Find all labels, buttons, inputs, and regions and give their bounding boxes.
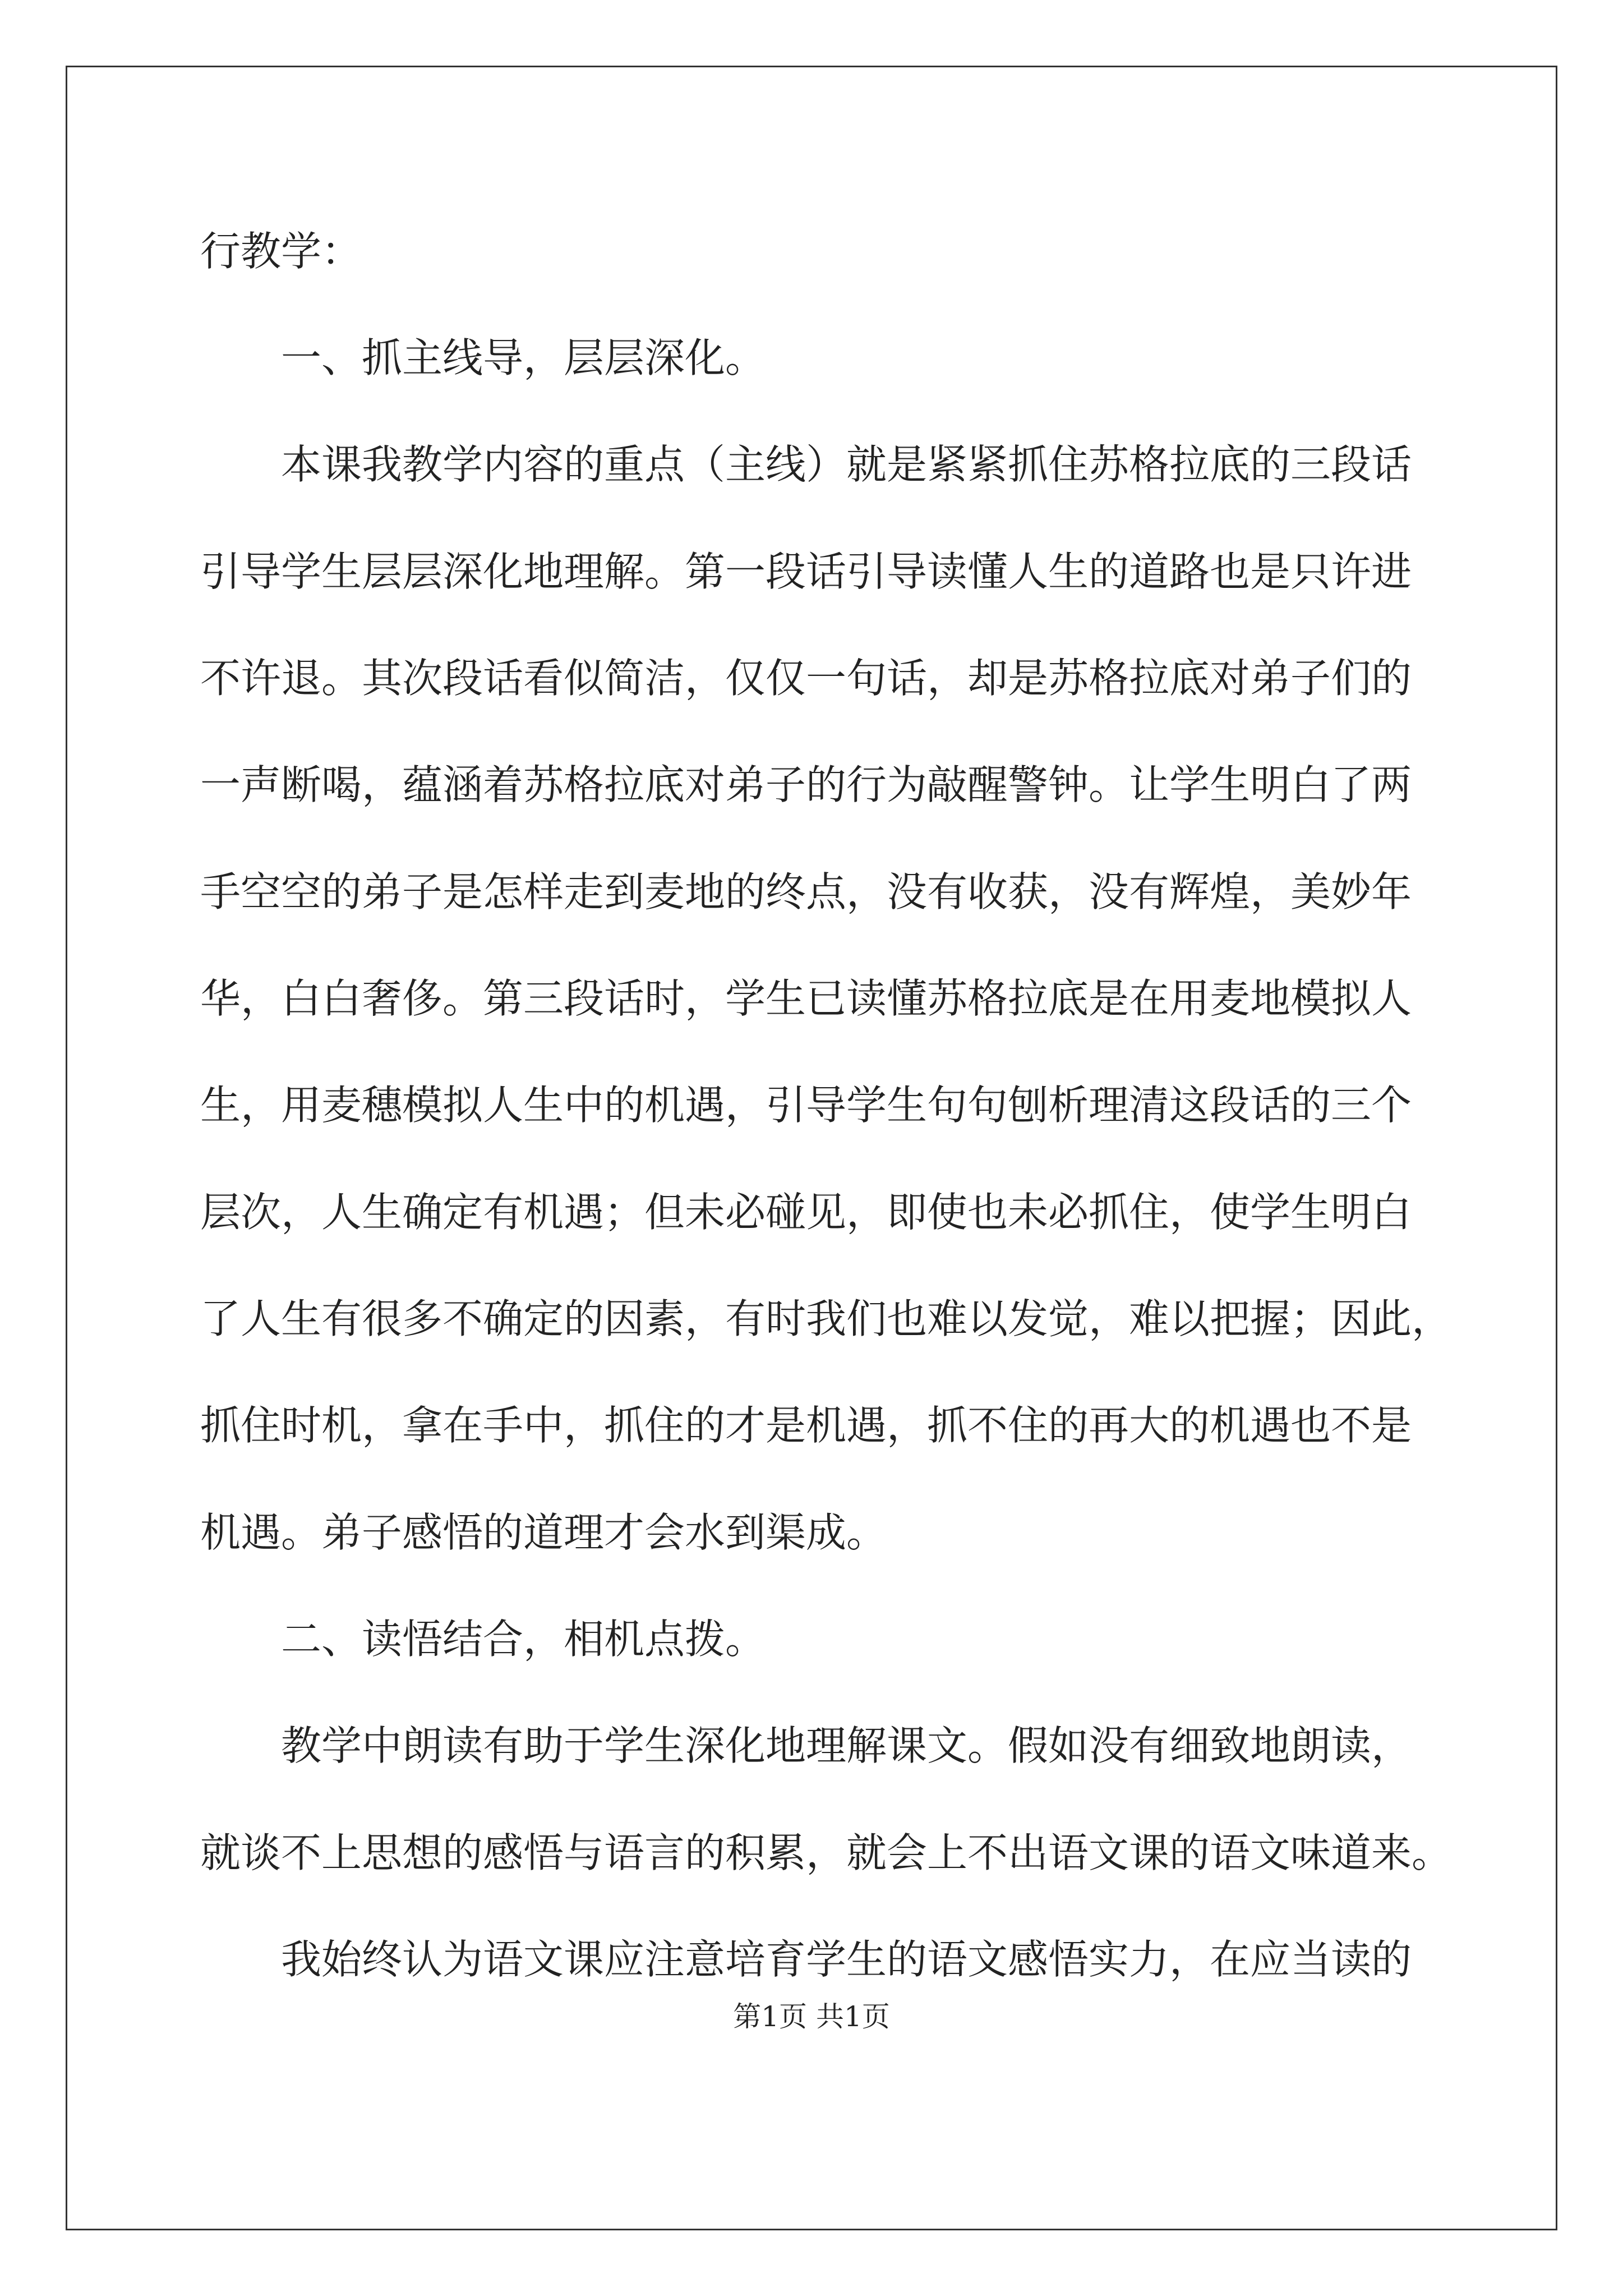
text-line: 不许退。其次段话看似简洁，仅仅一句话，却是苏格拉底对弟子们的	[200, 655, 1412, 702]
page-number-footer: 第1页 共1页	[733, 2000, 890, 2033]
text-line: 了人生有很多不确定的因素，有时我们也难以发觉，难以把握；因此，	[200, 1295, 1453, 1342]
text-line: 我始终认为语文课应注意培育学生的语文感悟实力，在应当读的	[281, 1936, 1412, 1983]
text-line: 抓住时机，拿在手中，抓住的才是机遇，抓不住的再大的机遇也不是	[200, 1402, 1412, 1449]
text-line: 引导学生层层深化地理解。第一段话引导读懂人生的道路也是只许进	[200, 548, 1412, 595]
text-line: 二、读悟结合，相机点拨。	[281, 1616, 766, 1663]
text-line: 行教学：	[200, 228, 362, 275]
text-line: 机遇。弟子感悟的道理才会水到渠成。	[200, 1509, 887, 1556]
page-border	[66, 66, 1557, 2230]
text-line: 华，白白奢侈。第三段话时，学生已读懂苏格拉底是在用麦地模拟人	[200, 975, 1412, 1022]
text-line: 生，用麦穗模拟人生中的机遇，引导学生句句刨析理清这段话的三个	[200, 1082, 1412, 1129]
text-line: 手空空的弟子是怎样走到麦地的终点，没有收获，没有辉煌，美妙年	[200, 868, 1412, 915]
text-line: 教学中朗读有助于学生深化地理解课文。假如没有细致地朗读，	[281, 1722, 1412, 1769]
text-line: 一声断喝，蕴涵着苏格拉底对弟子的行为敲醒警钟。让学生明白了两	[200, 761, 1412, 808]
text-line: 本课我教学内容的重点（主线）就是紧紧抓住苏格拉底的三段话	[281, 441, 1412, 488]
text-line: 就谈不上思想的感悟与语言的积累，就会上不出语文课的语文味道来。	[200, 1829, 1453, 1876]
text-line: 层次，人生确定有机遇；但未必碰见，即使也未必抓住，使学生明白	[200, 1189, 1412, 1236]
text-line: 一、抓主线导，层层深化。	[281, 334, 766, 381]
